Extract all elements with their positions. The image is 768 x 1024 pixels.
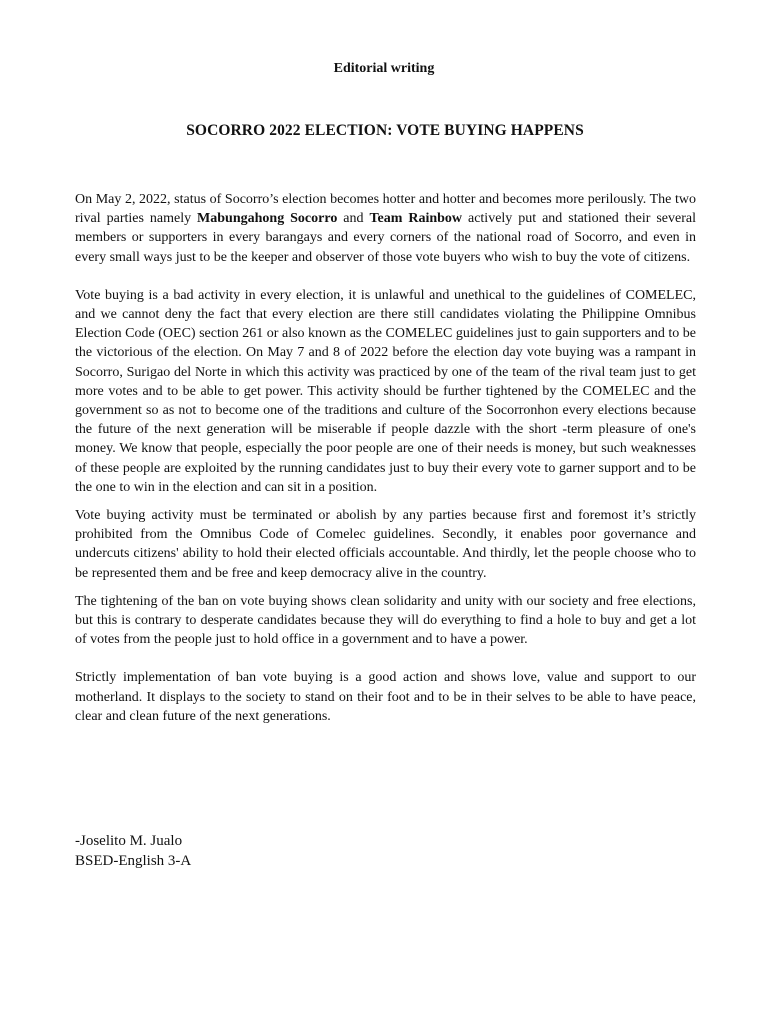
paragraph-1-text-c: actively put and stationed their several members or supporters in every barangays and every corners of the national road of Socorro, and even in every small ways just to be the keeper and observer of those vote buyers who wish to buy the vote of citizens. (75, 211, 696, 265)
document-headline: SOCORRO 2022 ELECTION: VOTE BUYING HAPPENS (186, 122, 584, 139)
paragraph-5: Strictly implementation of ban vote buying is a good action and shows love, value and support to our motherland. It displays to the society to stand on their foot and to be in their selves to be able to have peace, clear and clean future of the next generations. (75, 670, 696, 724)
paragraph-3: Vote buying activity must be terminated or abolish by any parties because first and foremost it’s strictly prohibited from the Omnibus Code of Comelec guidelines. Secondly, it enables poor governance and undercuts citizens' ability to hold their elected officials accountable. And thirdly, let the people choose who to be represented them and be free and keep democracy alive in the country. (75, 508, 696, 581)
signature-block (75, 831, 191, 871)
paragraph-2: Vote buying is a bad activity in every election, it is unlawful and unethical to the guidelines of COMELEC, and we cannot deny the fact that every election are there still candidates violating the Philippine Omnibus Election Code (OEC) section 261 or also known as the COMELEC guidelines just to gain supporters and to be the victorious of the election. On May 7 and 8 of 2022 before the election day vote buying was a rampant in Socorro, Surigao del Norte in which this activity was practiced by one of the team of the rival team just to get more votes and to be able to get power. This activity should be further tightened by the COMELEC and the government so as not to become one of the traditions and culture of the Socorronhon every elections because the future of the next generation will be miserable if people dazzle with the short -term pleasure of one's money. We know that people, especially the poor people are one of their needs is money, but such weaknesses of these people are exploited by the running candidates just to buy their every vote to garner support and to be the one to win in the election and can sit in a position. (75, 287, 696, 495)
paragraph-1-text-b: and (337, 211, 370, 227)
document-body (75, 190, 696, 726)
party-name-team-rainbow: Team Rainbow (369, 211, 463, 227)
party-name-mabungahong-socorro: Mabungahong Socorro (197, 211, 338, 227)
paragraph-1-text-a: On May 2, 2022, status of Socorro’s election becomes hotter and hotter and becomes more perilously. The two rival parties namely (75, 192, 696, 227)
paragraph-4: The tightening of the ban on vote buying shows clean solidarity and unity with our society and free elections, but this is contrary to desperate candidates because they will do everything to find a hole to buy and get a lot of votes from the people just to hold office in a government and to have a power. (75, 593, 696, 648)
document-kicker: Editorial writing (333, 61, 435, 76)
paragraph-1 (75, 190, 696, 267)
signature-author: -Joselito M. Jualo (75, 833, 183, 849)
signature-course: BSED-English 3-A (75, 853, 192, 869)
